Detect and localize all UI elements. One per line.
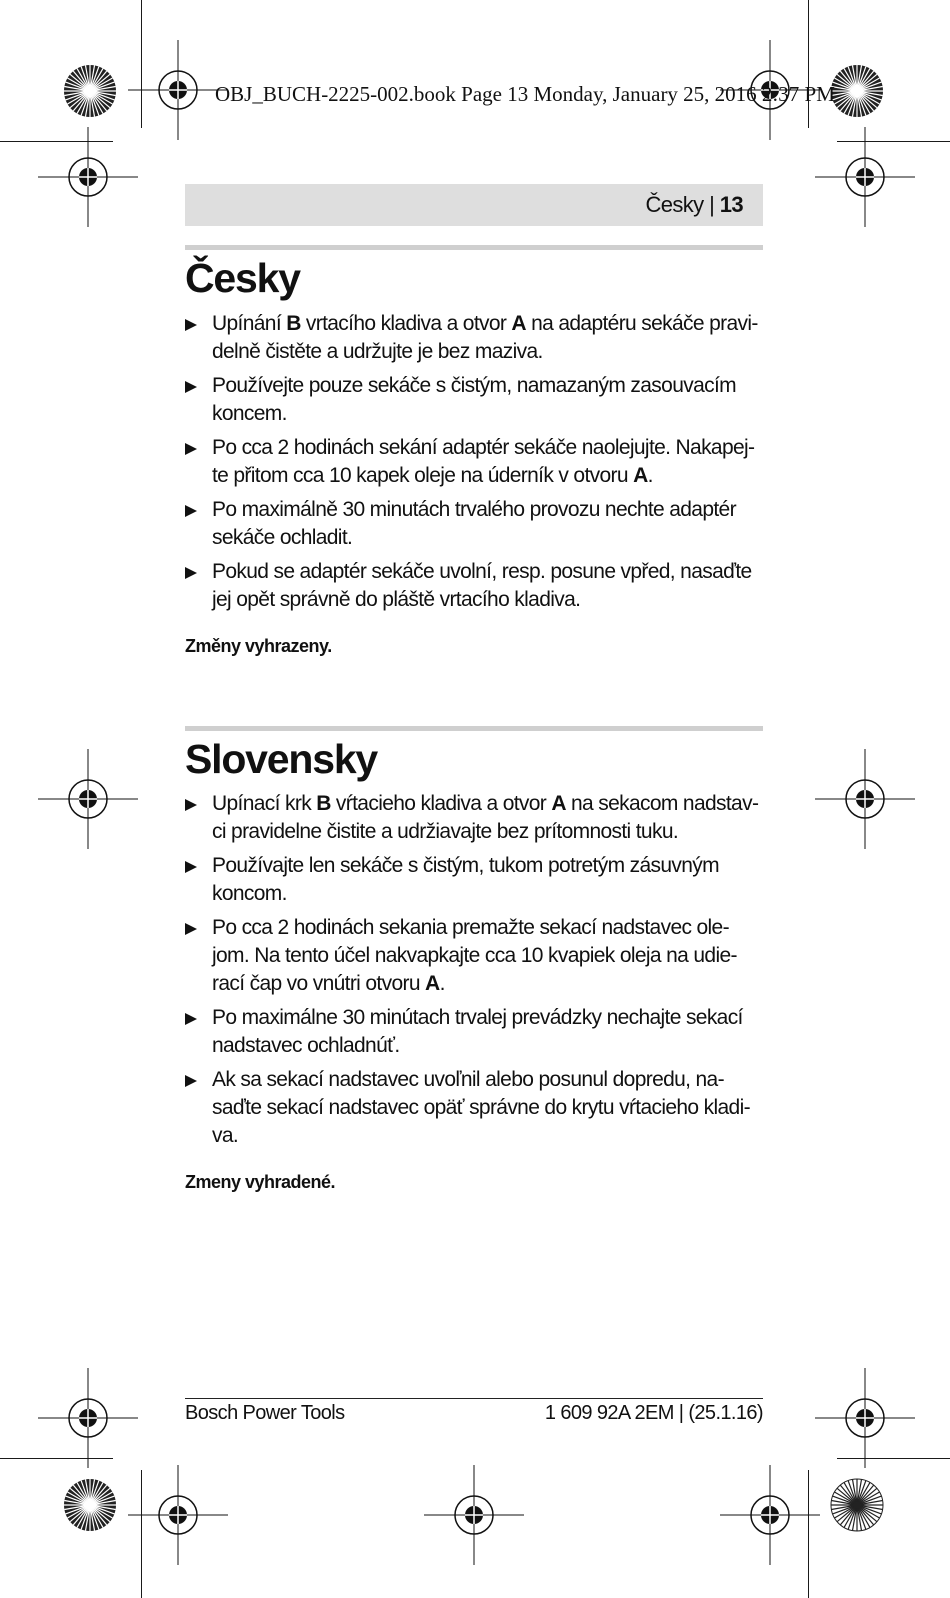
text-run: vŕtacieho kladiva a otvor: [330, 792, 552, 815]
list-item-line: [212, 400, 770, 428]
list-item-line: [212, 462, 770, 490]
bullet-arrow-icon: [185, 381, 197, 393]
sunburst-mark-icon: [830, 64, 884, 118]
list-item-line: [212, 434, 770, 462]
registration-mark-icon: [815, 1368, 915, 1468]
text-run: jej opět správně do pláště vrtacího kladiva.: [212, 588, 581, 611]
page-number: 13: [719, 192, 743, 217]
bullet-arrow-icon: [185, 443, 197, 455]
bullet-arrow-icon: [185, 799, 197, 811]
list-item-line: [212, 1122, 770, 1150]
list-item: [185, 914, 770, 998]
list-item: [185, 372, 770, 428]
text-run: Používajte len sekáče s čistým, tukom potretým zásuvným: [212, 854, 719, 877]
bullet-list: [185, 790, 770, 1156]
text-run: Po cca 2 hodinách sekání adaptér sekáče naolejujte. Nakapej-: [212, 436, 755, 459]
list-item-line: [212, 372, 770, 400]
registration-mark-icon: [128, 1465, 228, 1565]
registration-mark-icon: [128, 40, 228, 140]
list-item-line: [212, 914, 770, 942]
running-header-separator: |: [709, 192, 715, 217]
list-item-line: [212, 1094, 770, 1122]
text-run: .: [647, 464, 653, 487]
list-item-line: [212, 818, 770, 846]
list-item: [185, 790, 770, 846]
list-item: [185, 1004, 770, 1060]
text-run: .: [439, 972, 445, 995]
text-run: ci pravidelne čistite a udržiavajte bez prítomnosti tuku.: [212, 820, 679, 843]
bold-reference: A: [511, 312, 526, 335]
list-item-line: [212, 524, 770, 552]
text-run: jom. Na tento účel nakvapkajte cca 10 kvapiek oleja na udie-: [212, 944, 737, 967]
list-item: [185, 1066, 770, 1150]
bold-reference: A: [551, 792, 566, 815]
text-run: va.: [212, 1124, 239, 1147]
section-note: Změny vyhrazeny.: [185, 636, 332, 656]
registration-mark-icon: [720, 1465, 820, 1565]
text-run: Po cca 2 hodinách sekania premažte sekací nadstavec ole-: [212, 916, 729, 939]
text-run: Pokud se adaptér sekáče uvolní, resp. posune vpřed, nasaďte: [212, 560, 752, 583]
text-run: Používejte pouze sekáče s čistým, namazaným zasouvacím: [212, 374, 736, 397]
list-item-line: [212, 586, 770, 614]
footer-rule: [185, 1398, 763, 1399]
bullet-arrow-icon: [185, 319, 197, 331]
bold-reference: B: [316, 792, 331, 815]
list-item: [185, 852, 770, 908]
list-item-line: [212, 970, 770, 998]
bullet-arrow-icon: [185, 1013, 197, 1025]
book-file-line: OBJ_BUCH-2225-002.book Page 13 Monday, January 25, 2016 2:37 PM: [215, 82, 835, 106]
list-item-line: [212, 1066, 770, 1094]
registration-mark-icon: [38, 749, 138, 849]
list-item: [185, 558, 770, 614]
bullet-arrow-icon: [185, 861, 197, 873]
bullet-arrow-icon: [185, 505, 197, 517]
bullet-list: [185, 310, 770, 620]
list-item: [185, 310, 770, 366]
registration-mark-icon: [815, 127, 915, 227]
registration-mark-icon: [424, 1465, 524, 1565]
list-item-line: [212, 942, 770, 970]
text-run: na sekacom nadstav-: [565, 792, 759, 815]
text-run: koncom.: [212, 882, 287, 905]
bold-reference: A: [633, 464, 648, 487]
list-item: [185, 434, 770, 490]
text-run: te přitom cca 10 kapek oleje na úderník v otvoru: [212, 464, 634, 487]
list-item-line: [212, 852, 770, 880]
registration-mark-icon: [815, 749, 915, 849]
bullet-arrow-icon: [185, 567, 197, 579]
text-run: Po maximálně 30 minutách trvalého provozu nechte adaptér: [212, 498, 736, 521]
section-rule: [185, 245, 763, 250]
list-item-line: [212, 790, 770, 818]
text-run: saďte sekací nadstavec opäť správne do krytu vŕtacieho kladi-: [212, 1096, 750, 1119]
text-run: koncem.: [212, 402, 287, 425]
registration-mark-icon: [38, 1368, 138, 1468]
text-run: Po maximálne 30 minútach trvalej prevádzky nechajte sekací: [212, 1006, 743, 1029]
list-item-line: [212, 558, 770, 586]
bold-reference: B: [286, 312, 301, 335]
text-run: sekáče ochladit.: [212, 526, 353, 549]
section-note: Zmeny vyhradené.: [185, 1172, 336, 1192]
text-run: Upínání: [212, 312, 287, 335]
text-run: vrtacího kladiva a otvor: [300, 312, 512, 335]
text-run: na adaptéru sekáče pravi-: [525, 312, 758, 335]
bullet-arrow-icon: [185, 1075, 197, 1087]
registration-mark-icon: [38, 127, 138, 227]
running-header-language: Česky: [645, 192, 704, 217]
section-title: Česky: [185, 255, 300, 301]
footer-publisher: Bosch Power Tools: [185, 1402, 345, 1424]
footer-doc-code: 1 609 92A 2EM | (25.1.16): [544, 1402, 763, 1424]
list-item-line: [212, 338, 770, 366]
running-header: [185, 184, 763, 226]
sunburst-mark-icon: [830, 1478, 884, 1532]
section-title: Slovensky: [185, 736, 378, 782]
list-item-line: [212, 1004, 770, 1032]
sunburst-mark-icon: [63, 1478, 117, 1532]
list-item-line: [212, 496, 770, 524]
text-run: delně čistěte a udržujte je bez maziva.: [212, 340, 543, 363]
sunburst-mark-icon: [63, 64, 117, 118]
bold-reference: A: [425, 972, 440, 995]
text-run: rací čap vo vnútri otvoru: [212, 972, 426, 995]
section-rule: [185, 726, 763, 731]
list-item-line: [212, 1032, 770, 1060]
list-item-line: [212, 880, 770, 908]
bullet-arrow-icon: [185, 923, 197, 935]
text-run: Upínací krk: [212, 792, 317, 815]
text-run: nadstavec ochladnúť.: [212, 1034, 400, 1057]
text-run: Ak sa sekací nadstavec uvoľnil alebo posunul dopredu, na-: [212, 1068, 724, 1091]
list-item-line: [212, 310, 770, 338]
list-item: [185, 496, 770, 552]
